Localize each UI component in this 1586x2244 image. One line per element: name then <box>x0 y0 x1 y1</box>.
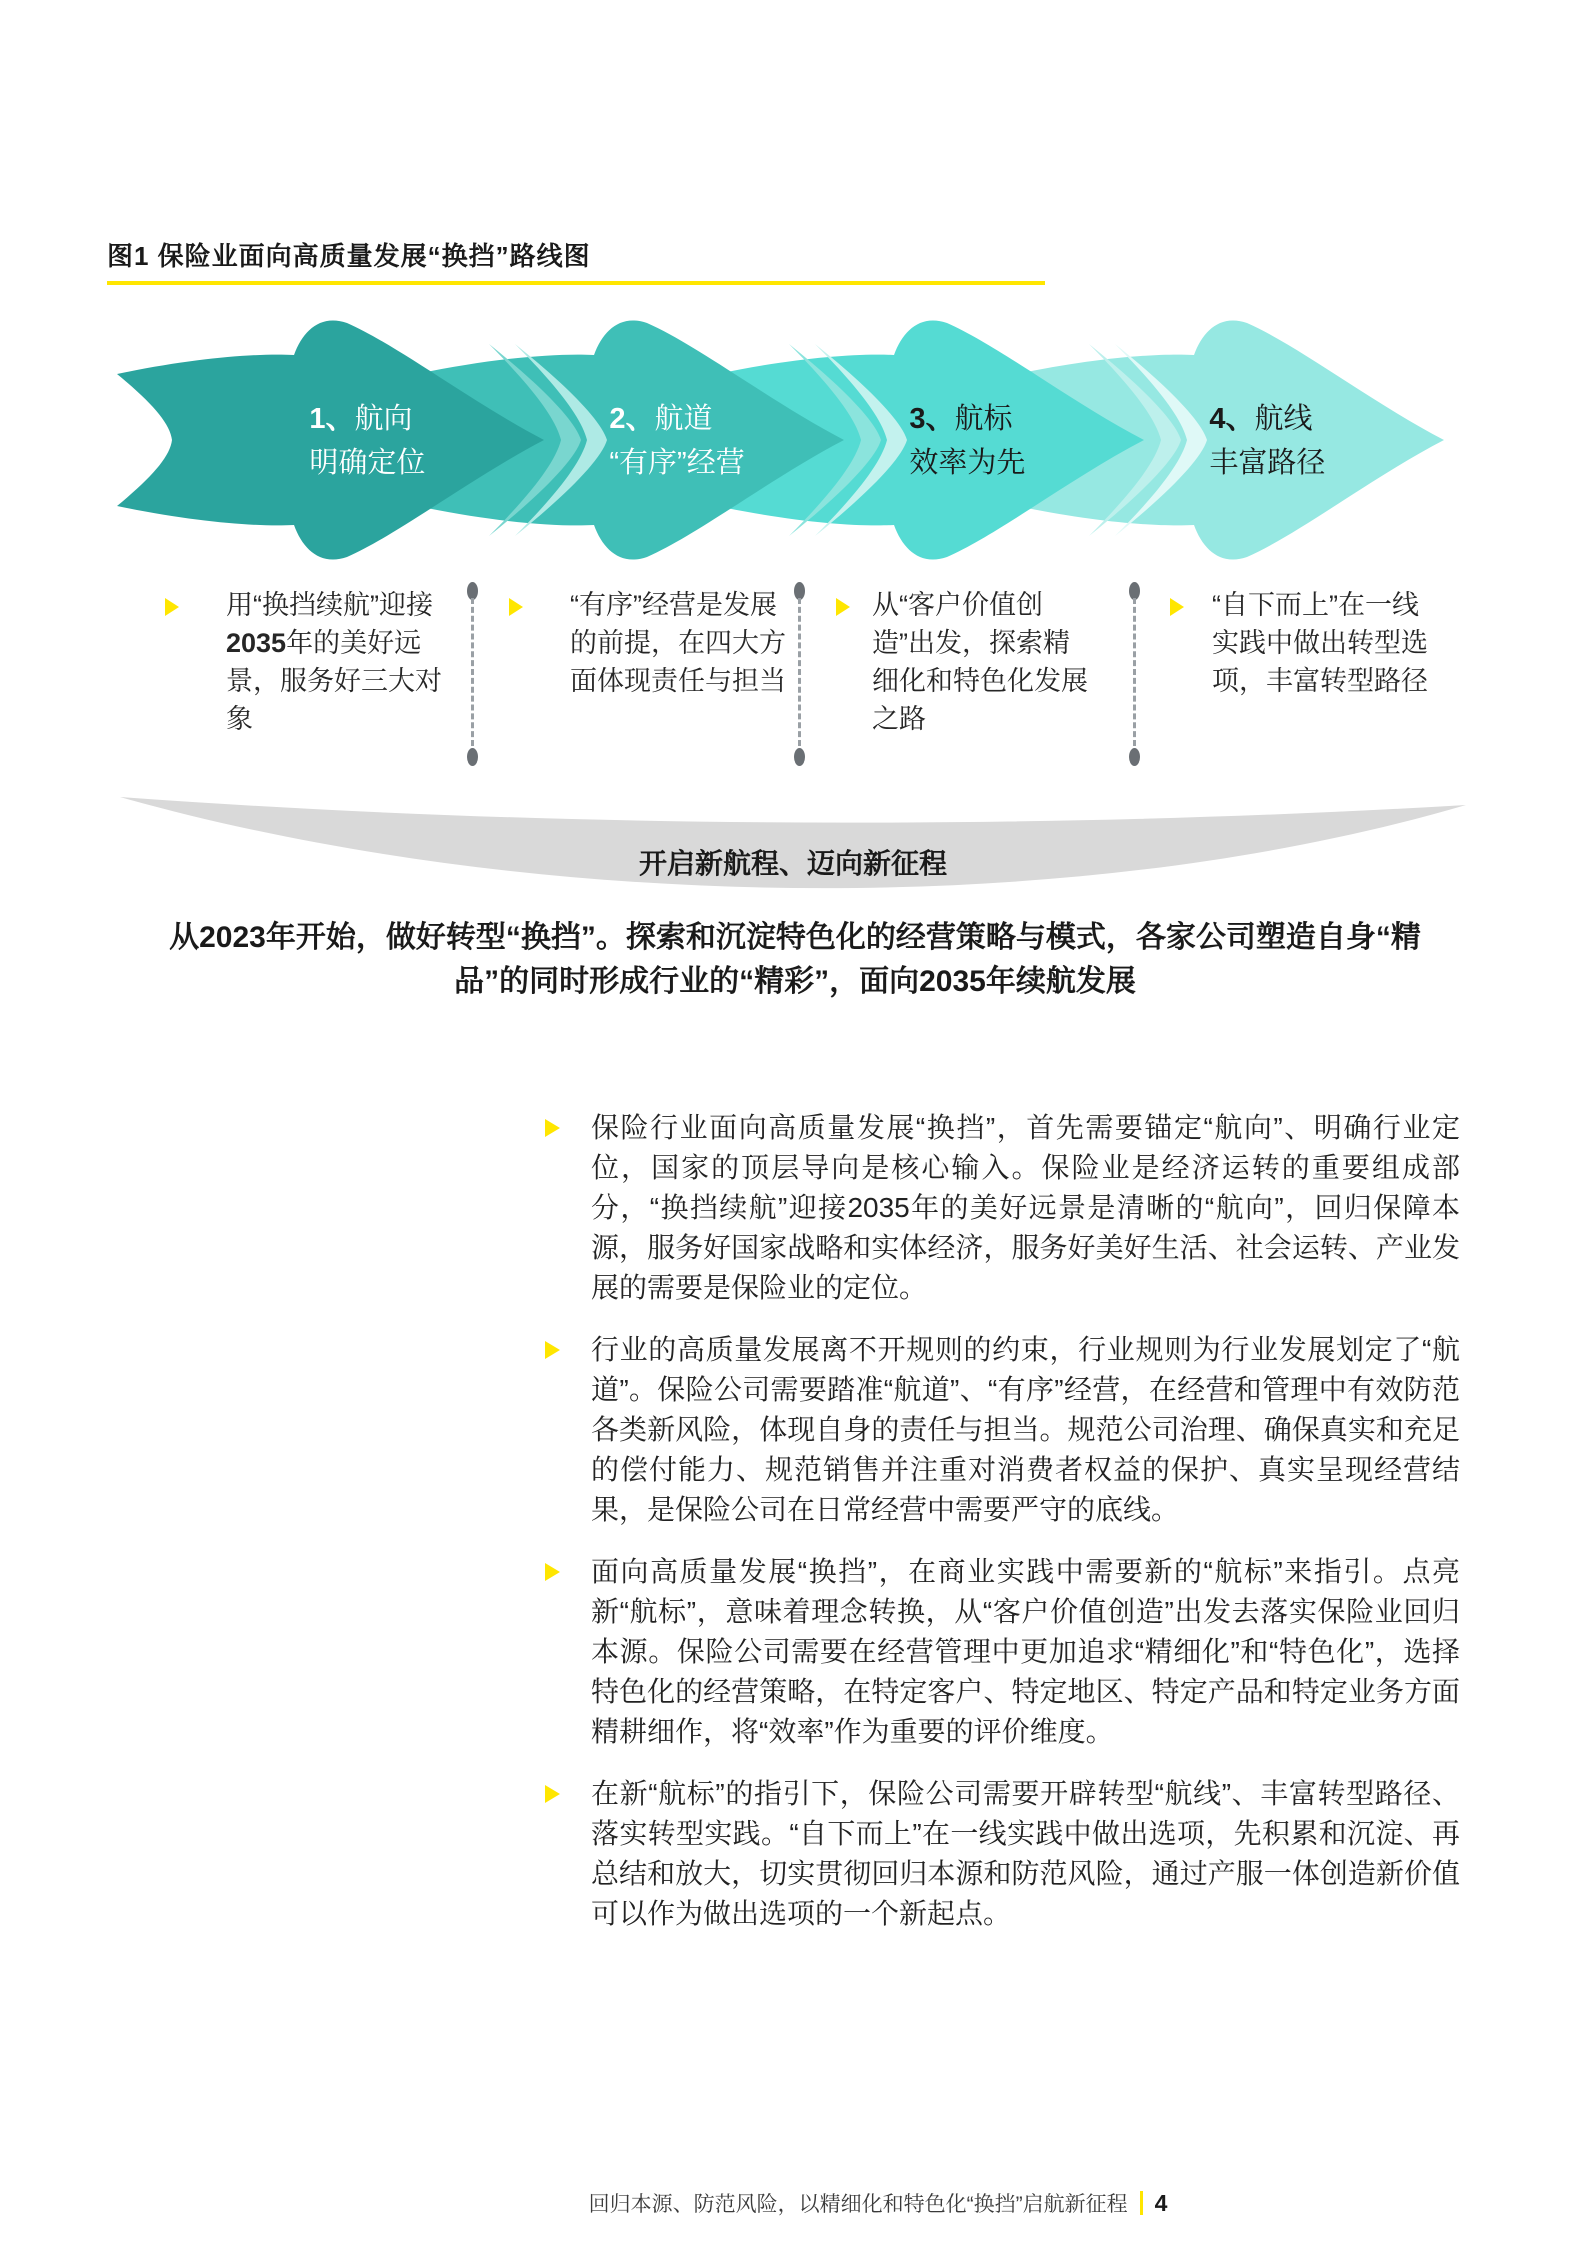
body-paragraph <box>545 1108 1460 1308</box>
body-column <box>545 1108 1460 1956</box>
separator-dashed-line <box>471 598 474 746</box>
bullet-triangle-icon <box>165 598 179 616</box>
fig-bullet-3: 从“客户价值创造”出发，探索精细化和特色化发展之路 <box>872 590 1088 734</box>
paragraph-text: 面向高质量发展“换挡”，在商业实践中需要新的“航标”来指引。点亮新“航标”，意味着理念转换，从“客户价值创造”出发去落实保险业回归本源。保险公司需要在经营管理中更加追求“精细化”和“特色化”，选择特色化的经营策略，在特定客户、特定地区、特定产品和特定业务方面精耕细作，将“效率”作为重要的评价维度。 <box>591 1556 1460 1747</box>
banner-swoosh <box>108 772 1478 898</box>
paragraph-marker-icon <box>545 1785 560 1803</box>
paragraph-text: 保险行业面向高质量发展“换挡”，首先需要锚定“航向”、明确行业定位，国家的顶层导向是核心输入。保险业是经济运转的重要组成部分，“换挡续航”迎接2035年的美好远景是清晰的“航向”，回归保障本源，服务好国家战略和实体经济，服务好美好生活、社会运转、产业发展的需要是保险业的定位。 <box>591 1112 1460 1303</box>
page-number: 4 <box>1154 2189 1168 2216</box>
footer-text: 回归本源、防范风险，以精细化和特色化“换挡”启航新征程 <box>588 2193 1128 2216</box>
arrow-label: 1、航向 明确定位 <box>309 402 426 479</box>
banner-text: 开启新航程、迈向新征程 <box>638 848 947 879</box>
paragraph-text: 在新“航标”的指引下，保险公司需要开辟转型“航线”、丰富转型路径、落实转型实践。“自下而上”在一线实践中做出选项，先积累和沉淀、再总结和放大，切实贯彻回归本源和防范风险，通过产服一体创造新价值可以作为做出选项的一个新起点。 <box>591 1778 1460 1929</box>
footer-divider <box>1140 2191 1143 2215</box>
separator-dashed-line <box>798 598 801 746</box>
body-paragraph <box>545 1552 1460 1752</box>
figure-title: 图1 保险业面向高质量发展“换挡”路线图 <box>107 241 591 271</box>
paragraph-marker-icon <box>545 1341 560 1359</box>
statement: 从2023年开始，做好转型“换挡”。探索和沉淀特色化的经营策略与模式，各家公司塑造自身“精品”的同时形成行业的“精彩”，面向2035年续航发展 <box>169 921 1421 998</box>
arrow-label: 3、航标 效率为先 <box>909 402 1026 479</box>
footer-inner <box>589 2188 1168 2218</box>
paragraph-marker-icon <box>545 1119 560 1137</box>
arrow-label: 4、航线 丰富路径 <box>1209 402 1326 479</box>
paragraph-marker-icon <box>545 1563 560 1581</box>
footer <box>0 2188 1586 2218</box>
roadmap-arrow-1 <box>107 308 547 573</box>
fig-bullet-4: “自下而上”在一线实践中做出转型选项，丰富转型路径 <box>1212 590 1428 696</box>
separator-dashed-line <box>1133 598 1136 746</box>
fig-bullet-1: 用“换挡续航”迎接2035年的美好远景，服务好三大对象 <box>226 590 442 734</box>
fig-bullet-2: “有序”经营是发展的前提，在四大方面体现责任与担当 <box>570 590 786 696</box>
bullet-triangle-icon <box>1170 598 1184 616</box>
body-paragraph <box>545 1774 1460 1934</box>
bullet-triangle-icon <box>836 598 850 616</box>
paragraph-text: 行业的高质量发展离不开规则的约束，行业规则为行业发展划定了“航道”。保险公司需要踏准“航道”、“有序”经营，在经营和管理中有效防范各类新风险，体现自身的责任与担当。规范公司治理、确保真实和充足的偿付能力、规范销售并注重对消费者权益的保护、真实呈现经营结果，是保险公司在日常经营中需要严守的底线。 <box>591 1334 1460 1525</box>
body-paragraph <box>545 1330 1460 1530</box>
arrow-label: 2、航道 “有序”经营 <box>609 402 745 479</box>
bullet-triangle-icon <box>509 598 523 616</box>
separator-dot <box>1129 748 1140 766</box>
separator-dot <box>794 748 805 766</box>
roadmap-arrows <box>0 308 1586 573</box>
title-underline <box>107 281 1045 285</box>
separator-dot <box>467 748 478 766</box>
